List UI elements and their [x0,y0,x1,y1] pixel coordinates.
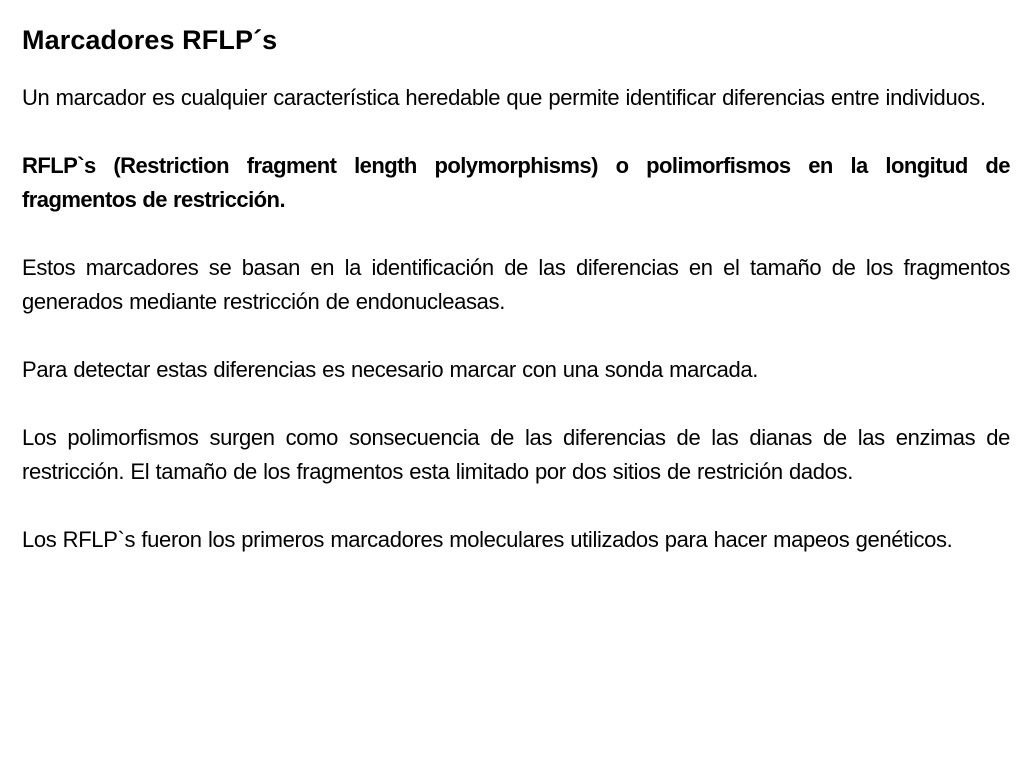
paragraph-marker-definition: Un marcador es cualquier característica heredable que permite identificar diferencias entre individuos. [22,85,986,110]
slide-title: Marcadores RFLP´s [22,25,278,55]
paragraph-rflp-definition: RFLP`s (Restriction fragment length polymorphisms) o polimorfismos en la longitud de fragmentos de restricción. [22,153,1010,212]
paragraph-detection: Para detectar estas diferencias es necesario marcar con una sonda marcada. [22,357,759,382]
paragraph-polymorphism-origin: Los polimorfismos surgen como sonsecuencia de las diferencias de las dianas de las enzimas de restricción. El tamaño de los fragmentos esta limitado por dos sitios de restrición dados. [22,425,1010,484]
paragraph-first-markers: Los RFLP`s fueron los primeros marcadores moleculares utilizados para hacer mapeos genéticos. [22,527,953,552]
paragraph-identification: Estos marcadores se basan en la identificación de las diferencias en el tamaño de los fragmentos generados mediante restricción de endonucleasas. [22,255,1010,314]
